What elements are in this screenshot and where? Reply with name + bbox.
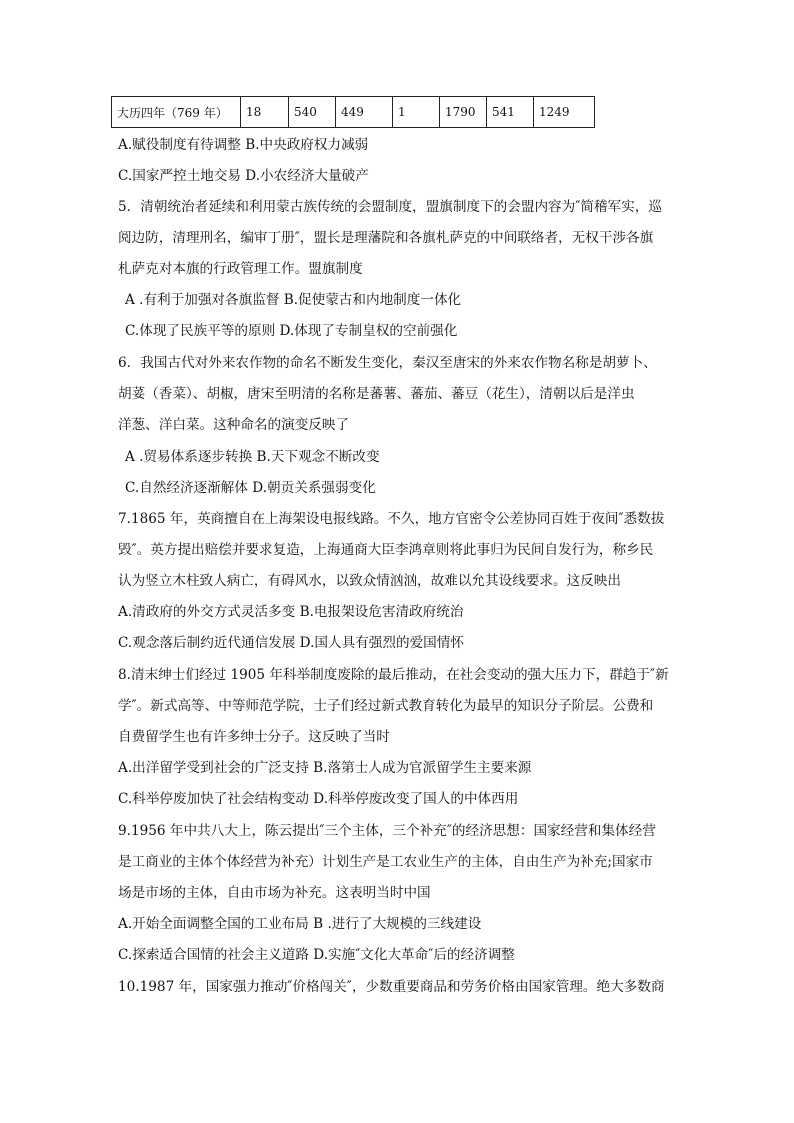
table-cell: 449	[336, 97, 393, 128]
q7-options-ab: A.清政府的外交方式灵活多变 B.电报架设危害清政府统治	[118, 604, 464, 620]
q8-stem-line-3: 自费留学生也有许多绅士分子。这反映了当时	[118, 729, 390, 745]
q9-stem-line-2: 是工商业的主体个体经营为补充）计划生产是工农业生产的主体，自由生产为补充;国家市	[118, 854, 653, 870]
q6-options-cd: C.自然经济逐渐解体 D.朝贡关系强弱变化	[125, 480, 376, 496]
q9-stem-line-1: 9.1956 年中共八大上，陈云提出″三个主体，三个补充″的经济思想：国家经营和集体经营	[118, 823, 656, 839]
table-cell: 18	[241, 97, 289, 128]
q8-options-ab: A.出洋留学受到社会的广泛支持 B.落第士人成为官派留学生主要来源	[118, 760, 532, 776]
q5-options-ab: A .有利于加强对各旗监督 B.促使蒙古和内地制度一体化	[125, 292, 462, 308]
q5-options-cd: C.体现了民族平等的原则 D.体现了专制皇权的空前强化	[125, 323, 458, 339]
q8-stem-line-2: 学″。新式高等、中等师范学院，士子们经过新式教育转化为最早的知识分子阶层。公费和	[118, 698, 654, 714]
q5-stem-line-2: 阅边防，清理刑名，编审丁册″，盟长是理藩院和各旗札萨克的中间联络者，无权干涉各旗	[118, 230, 654, 246]
q4-options-cd: C.国家严控土地交易 D.小农经济大量破产	[118, 168, 369, 184]
q5-stem-line-1: 5．清朝统治者延续和利用蒙古族传统的会盟制度，盟旗制度下的会盟内容为″简稽军实，巡	[118, 199, 662, 215]
statistics-table-row	[111, 96, 595, 128]
table-cell: 541	[487, 97, 534, 128]
q9-options-cd: C.探索适合国情的社会主义道路 D.实施″文化大革命″后的经济调整	[118, 947, 515, 963]
table-cell: 540	[289, 97, 336, 128]
q5-stem-line-3: 札萨克对本旗的行政管理工作。盟旗制度	[118, 261, 363, 277]
table-cell-year: 大历四年（769 年）	[112, 97, 241, 128]
table-cell: 1249	[534, 97, 595, 128]
q9-options-ab: A.开始全面调整全国的工业布局 B .进行了大规模的三线建设	[118, 916, 482, 932]
table-cell: 1	[393, 97, 440, 128]
q7-stem-line-1: 7.1865 年，英商擅自在上海架设电报线路。不久，地方官密令公差协同百姓于夜间″悉数拔	[118, 511, 665, 527]
table-cell: 1790	[440, 97, 487, 128]
q7-stem-line-2: 毁″。英方提出赔偿并要求复造，上海通商大臣李鸿章则将此事归为民间自发行为，称乡民	[118, 542, 654, 558]
q6-options-ab: A .贸易体系逐步转换 B.天下观念不断改变	[125, 449, 380, 465]
q4-options-ab: A.赋役制度有待调整 B.中央政府权力减弱	[118, 137, 369, 153]
q10-stem-line-1: 10.1987 年，国家强力推动″价格闯关″，少数重要商品和劳务价格由国家管理。绝大多数商	[118, 979, 665, 995]
q6-stem-line-3: 洋葱、洋白菜。这种命名的演变反映了	[118, 417, 350, 433]
q7-options-cd: C.观念落后制约近代通信发展 D.国人具有强烈的爱国情怀	[118, 635, 464, 651]
q7-stem-line-3: 认为竖立木柱致人病亡，有碍风水，以致众情汹汹，故难以允其设线要求。这反映出	[118, 573, 621, 589]
q6-stem-line-2: 胡荽（香菜）、胡椒，唐宋至明清的名称是蕃薯、蕃茄、蕃豆（花生），清朝以后是洋虫	[118, 386, 635, 402]
table-row	[112, 97, 595, 128]
q9-stem-line-3: 场是市场的主体，自由市场为补充。这表明当时中国	[118, 885, 431, 901]
q8-options-cd: C.科举停废加快了社会结构变动 D.科举停废改变了国人的中体西用	[118, 791, 519, 807]
q6-stem-line-1: 6．我国古代对外来农作物的命名不断发生变化，秦汉至唐宋的外来农作物名称是胡萝卜、	[118, 355, 657, 371]
q8-stem-line-1: 8.清末绅士们经过 1905 年科举制度废除的最后推动，在社会变动的强大压力下，群趋于″新	[118, 667, 669, 683]
